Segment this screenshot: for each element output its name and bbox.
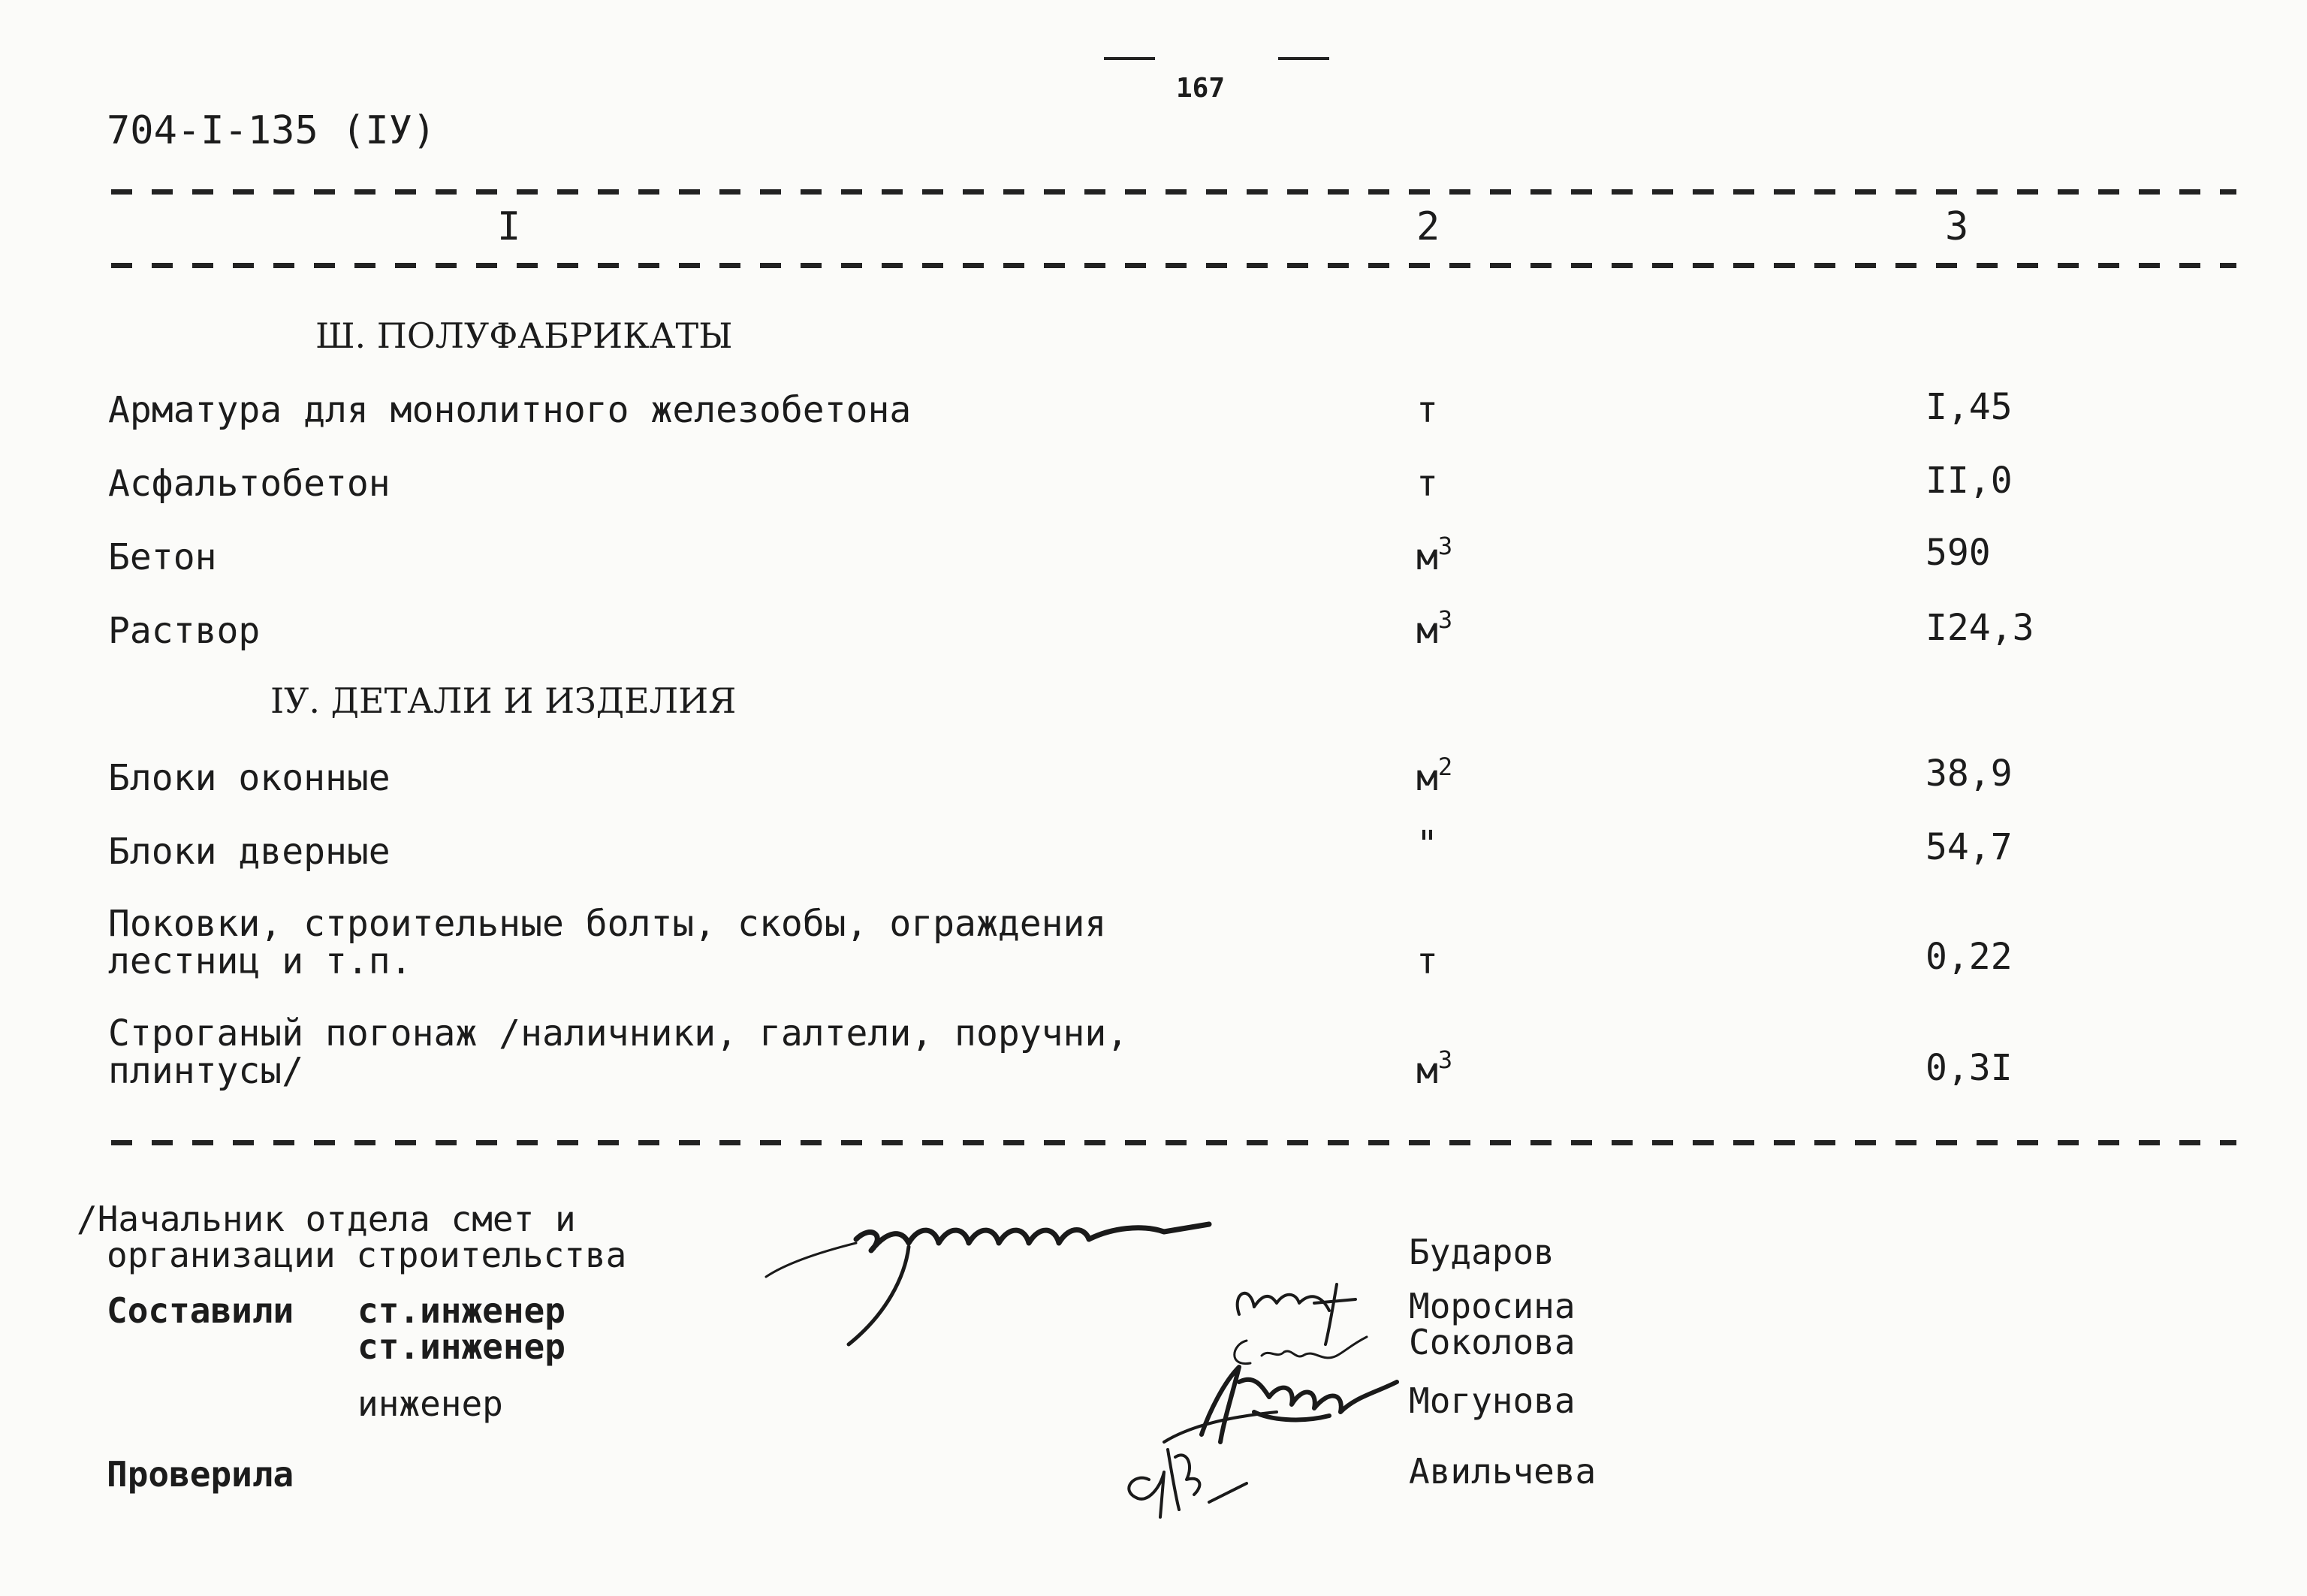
page-number: 167 — [1176, 73, 1226, 104]
role-label: инженер — [357, 1383, 503, 1424]
section-title: IУ. ДЕТАЛИ И ИЗДЕЛИЯ — [270, 680, 737, 721]
row-unit: $м^3$ — [1416, 605, 1453, 652]
checker-signature — [1104, 1412, 1292, 1532]
row-value: I,45 — [1926, 386, 2013, 428]
row-name-line-2: плинтусы/ — [108, 1050, 304, 1092]
column-header-1: I — [497, 204, 521, 249]
page-number-dash-left — [1104, 57, 1155, 60]
row-unit: $м^2$ — [1416, 753, 1453, 799]
row-name: Блоки оконные — [108, 757, 391, 799]
row-value: I24,3 — [1926, 607, 2034, 649]
role-label: ст.инженер — [357, 1326, 565, 1367]
table-top-rule — [111, 189, 2236, 195]
row-unit: т — [1416, 463, 1438, 505]
row-value: 0,22 — [1926, 936, 2013, 978]
checked-name: Авильчева — [1409, 1451, 1597, 1492]
row-name-line-2: лестниц и т.п. — [108, 940, 412, 982]
signatory-name: Соколова — [1409, 1322, 1576, 1362]
chief-title-line-1: /Начальник отдела смет и — [77, 1199, 576, 1239]
table-bottom-rule — [111, 1140, 2236, 1145]
chief-name: Бударов — [1409, 1232, 1555, 1272]
chief-signature — [758, 1194, 1269, 1367]
row-unit: т — [1416, 389, 1438, 431]
row-value: 38,9 — [1926, 753, 2013, 795]
row-name: Раствор — [108, 610, 261, 652]
section-title: Ш. ПОЛУФАБРИКАТЫ — [315, 315, 733, 356]
row-unit: $м^3$ — [1416, 532, 1453, 578]
row-name-line-1: Поковки, строительные болты, скобы, ограждения — [108, 903, 1107, 945]
table-header-rule — [111, 263, 2236, 268]
signatory-name: Моросина — [1409, 1286, 1576, 1326]
row-name: Арматура для монолитного железобетона — [108, 389, 912, 431]
row-value: 590 — [1926, 532, 1991, 574]
row-name: Асфальтобетон — [108, 463, 391, 505]
row-name: Бетон — [108, 536, 217, 578]
compiled-label: Составили — [107, 1290, 294, 1331]
signatory-name: Могунова — [1409, 1380, 1576, 1421]
row-unit: т — [1416, 940, 1438, 982]
column-header-3: 3 — [1945, 204, 1969, 249]
chief-title-line-2: организации строительства — [107, 1235, 627, 1275]
page-number-dash-right — [1278, 57, 1329, 60]
document-code: 704-I-135 (IУ) — [107, 108, 436, 153]
row-name-line-1: Строганый погонаж /наличники, галтели, поручни, — [108, 1012, 1129, 1054]
row-unit: " — [1416, 823, 1438, 865]
role-label: ст.инженер — [357, 1290, 565, 1331]
row-unit: $м^3$ — [1416, 1045, 1453, 1092]
row-value: II,0 — [1926, 460, 2013, 502]
checked-label: Проверила — [107, 1454, 294, 1495]
row-name: Блоки дверные — [108, 831, 391, 873]
column-header-2: 2 — [1416, 204, 1440, 249]
row-value: 0,3I — [1926, 1047, 2013, 1089]
row-value: 54,7 — [1926, 826, 2013, 868]
